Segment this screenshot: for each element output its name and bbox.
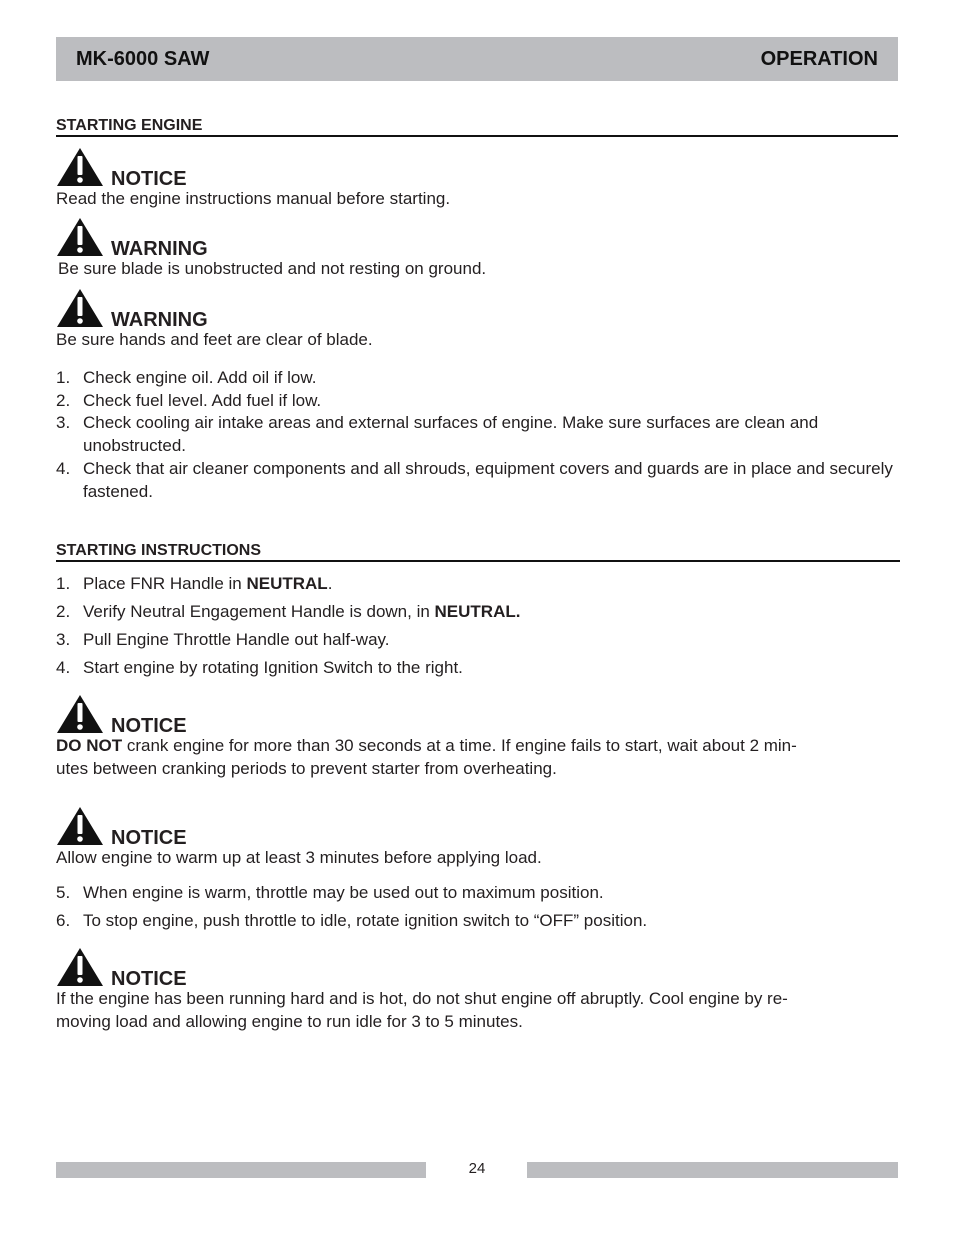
callout-body: Allow engine to warm up at least 3 minutes before applying load.	[56, 848, 542, 867]
callout-body: Read the engine instructions manual before starting.	[56, 189, 451, 208]
notice-callout	[56, 806, 898, 869]
warning-triangle-icon	[56, 694, 104, 734]
list-item: 4. Start engine by rotating Ignition Switch to the right.	[56, 658, 463, 677]
starting-steps	[56, 570, 898, 682]
list-item: 6. To stop engine, push throttle to idle, rotate ignition switch to “OFF” position.	[56, 911, 648, 930]
list-item: 3. Pull Engine Throttle Handle out half-way.	[56, 630, 390, 649]
list-item: 3. Check cooling air intake areas and external surfaces of engine. Make sure surfaces are clean and unobstructed.	[56, 413, 819, 456]
callout-title: NOTICE	[111, 827, 187, 849]
callout-title: NOTICE	[111, 968, 187, 990]
callout-body: Be sure hands and feet are clear of blade.	[56, 330, 373, 349]
callout-title: WARNING	[111, 309, 208, 331]
list-item: 1. Place FNR Handle in NEUTRAL.	[56, 574, 333, 593]
page-number: 24	[468, 1160, 486, 1177]
engine-checklist	[56, 367, 898, 503]
footer-bar-right	[527, 1162, 898, 1178]
warning-callout	[56, 217, 898, 280]
list-item: 5. When engine is warm, throttle may be used out to maximum position.	[56, 883, 604, 902]
callout-body: If the engine has been running hard and is hot, do not shut engine off abruptly. Cool engine by re- moving load and allowing engine to run idle for 3 to 5 minutes.	[56, 989, 788, 1031]
callout-title: WARNING	[111, 238, 208, 260]
notice-callout	[56, 694, 898, 780]
warning-triangle-icon	[56, 217, 104, 257]
callout-body: DO NOT crank engine for more than 30 seconds at a time. If engine fails to start, wait about 2 min- utes between cranking periods to prevent starter from overheating.	[56, 736, 797, 778]
warning-triangle-icon	[56, 947, 104, 987]
section-title-starting-engine: STARTING ENGINE	[56, 117, 898, 137]
page-header	[56, 37, 898, 81]
list-item: 1. Check engine oil. Add oil if low.	[56, 368, 317, 387]
section-title-starting-instructions: STARTING INSTRUCTIONS	[56, 542, 900, 562]
list-item: 4. Check that air cleaner components and all shrouds, equipment covers and guards are in place and securely fastened.	[56, 458, 893, 501]
callout-title: NOTICE	[111, 715, 187, 737]
header-model: MK-6000 SAW	[76, 47, 210, 70]
callout-title: NOTICE	[111, 168, 187, 190]
warning-triangle-icon	[56, 288, 104, 328]
header-section: OPERATION	[760, 47, 878, 70]
list-item: 2. Verify Neutral Engagement Handle is down, in NEUTRAL.	[56, 602, 521, 621]
notice-callout	[56, 147, 898, 210]
warmup-steps	[56, 879, 898, 935]
warning-triangle-icon	[56, 806, 104, 846]
notice-callout	[56, 947, 898, 1033]
warning-callout	[56, 288, 898, 351]
warning-triangle-icon	[56, 147, 104, 187]
callout-body: Be sure blade is unobstructed and not resting on ground.	[58, 259, 487, 278]
list-item: 2. Check fuel level. Add fuel if low.	[56, 390, 322, 410]
